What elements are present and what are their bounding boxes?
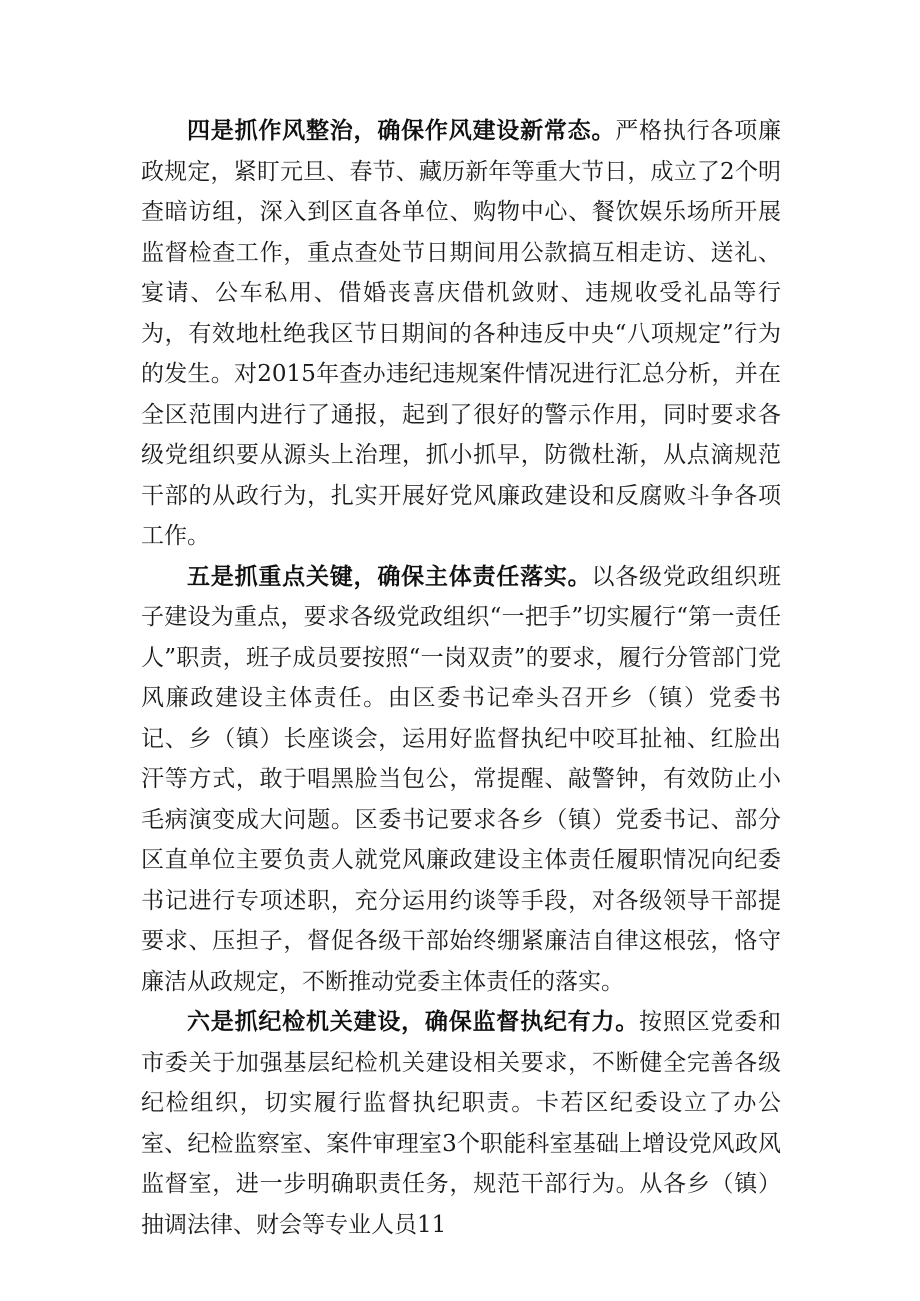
paragraph-six bbox=[141, 1002, 781, 1245]
paragraph-four-text: 严格执行各项廉政规定，紧盯元旦、春节、藏历新年等重大节日，成立了2个明查暗访组，深入到区直各单位、购物中心、餐饮娱乐场所开展监督检查工作，重点查处节日期间用公款搞互相走访、送礼、宴请、公车私用、借婚丧喜庆借机敛财、违规收受礼品等行为，有效地杜绝我区节日期间的各种违反中央“八项规定”行为的发生。对2015年查办违纪违规案件情况进行汇总分析，并在全区范围内进行了通报，起到了很好的警示作用，同时要求各级党组织要从源头上治理，抓小抓早，防微杜渐，从点滴规范干部的从政行为，扎实开展好党风廉政建设和反腐败斗争各项工作。 bbox=[141, 118, 782, 549]
paragraph-five-heading: 五是抓重点关键，确保主体责任落实。 bbox=[187, 562, 592, 590]
paragraph-four bbox=[141, 111, 781, 557]
paragraph-six-text: 按照区党委和市委关于加强基层纪检机关建设相关要求，不断健全完善各级纪检组织，切实履行监督执纪职责。卡若区纪委设立了办公室、纪检监察室、案件审理室3个职能科室基础上增设党风政风监督室，进一步明确职责任务，规范干部行为。从各乡（镇）抽调法律、财会等专业人员11 bbox=[141, 1009, 782, 1238]
paragraph-five bbox=[141, 557, 781, 1003]
paragraph-five-text: 以各级党政组织班子建设为重点，要求各级党政组织“一把手”切实履行“第一责任人”职责，班子成员要按照“一岗双责”的要求，履行分管部门党风廉政建设主体责任。由区委书记牵头召开乡（镇）党委书记、乡（镇）长座谈会，运用好监督执纪中咬耳扯袖、红脸出汗等方式，敢于唱黑脸当包公，常提醒、敲警钟，有效防止小毛病演变成大问题。区委书记要求各乡（镇）党委书记、部分区直单位主要负责人就党风廉政建设主体责任履职情况向纪委书记进行专项述职，充分运用约谈等手段，对各级领导干部提要求、压担子，督促各级干部始终绷紧廉洁自律这根弦，恪守廉洁从政规定，不断推动党委主体责任的落实。 bbox=[141, 563, 782, 995]
paragraph-six-heading: 六是抓纪检机关建设，确保监督执纪有力。 bbox=[187, 1008, 640, 1035]
paragraph-four-heading: 四是抓作风整治，确保作风建设新常态。 bbox=[187, 117, 616, 144]
document-body bbox=[141, 111, 781, 1245]
